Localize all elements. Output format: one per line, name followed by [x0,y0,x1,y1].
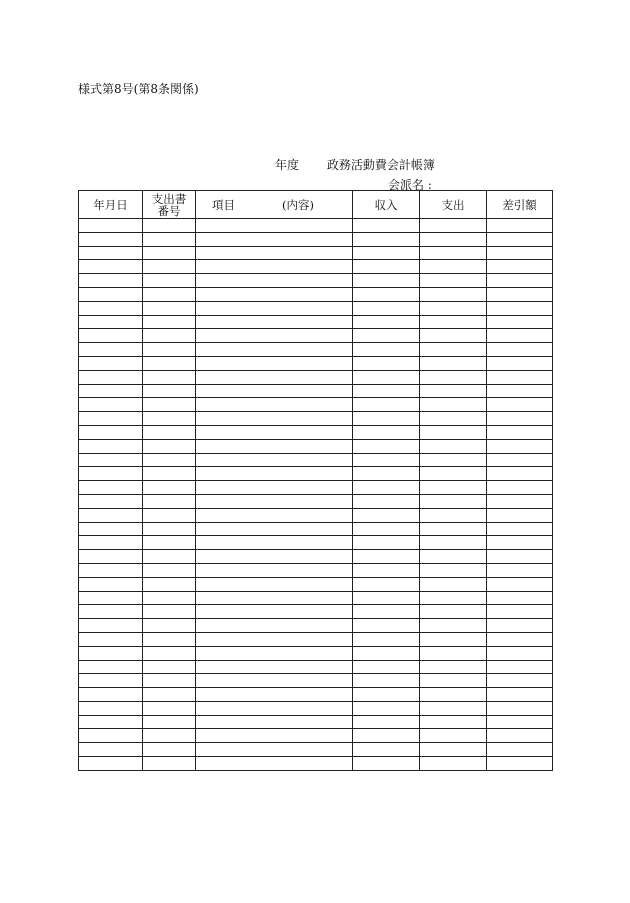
ledger-row [79,356,553,370]
expense-cell [420,729,487,743]
voucher-cell [143,701,196,715]
date-cell [79,301,143,315]
voucher-header-line2: 番号 [157,203,181,218]
date-cell [79,467,143,481]
item-cell [196,577,353,591]
date-cell [79,729,143,743]
item-cell [196,563,353,577]
income-cell [353,550,420,564]
date-cell [79,660,143,674]
ledger-row [79,688,553,702]
column-header-voucher-number [143,191,196,219]
voucher-cell [143,729,196,743]
expense-cell [420,412,487,426]
ledger-row [79,467,553,481]
item-cell [196,412,353,426]
income-cell [353,425,420,439]
expense-cell [420,494,487,508]
expense-cell [420,550,487,564]
expense-cell [420,274,487,288]
income-cell [353,729,420,743]
item-cell [196,729,353,743]
ledger-row [79,632,553,646]
ledger-row [79,674,553,688]
voucher-cell [143,688,196,702]
ledger-row [79,660,553,674]
income-cell [353,301,420,315]
voucher-cell [143,522,196,536]
date-cell [79,757,143,771]
column-header-balance: 差引額 [487,191,553,219]
ledger-row [79,757,553,771]
income-cell [353,660,420,674]
balance-cell [487,646,553,660]
expense-cell [420,646,487,660]
expense-cell [420,632,487,646]
voucher-cell [143,329,196,343]
ledger-row [79,508,553,522]
form-number: 様式第8号(第8条関係) [78,82,199,96]
column-header-income: 収入 [353,191,420,219]
income-cell [353,508,420,522]
item-cell [196,550,353,564]
income-cell [353,632,420,646]
item-cell [196,605,353,619]
balance-cell [487,232,553,246]
voucher-cell [143,577,196,591]
voucher-cell [143,315,196,329]
date-cell [79,384,143,398]
ledger-body [79,219,553,771]
voucher-cell [143,619,196,633]
expense-cell [420,287,487,301]
item-cell [196,274,353,288]
date-cell [79,356,143,370]
balance-cell [487,301,553,315]
ledger-row [79,729,553,743]
ledger-row [79,232,553,246]
expense-cell [420,398,487,412]
ledger-row [79,260,553,274]
income-cell [353,701,420,715]
date-cell [79,743,143,757]
income-cell [353,536,420,550]
income-cell [353,619,420,633]
voucher-cell [143,550,196,564]
ledger-row [79,384,553,398]
item-cell [196,591,353,605]
voucher-cell [143,343,196,357]
balance-cell [487,315,553,329]
income-cell [353,356,420,370]
balance-cell [487,729,553,743]
date-cell [79,481,143,495]
date-cell [79,232,143,246]
voucher-cell [143,439,196,453]
expense-cell [420,384,487,398]
income-cell [353,232,420,246]
item-cell [196,453,353,467]
voucher-cell [143,481,196,495]
voucher-header-line1: 支出書 [151,191,187,206]
ledger-row [79,536,553,550]
expense-cell [420,453,487,467]
expense-cell [420,674,487,688]
date-cell [79,343,143,357]
date-cell [79,287,143,301]
date-cell [79,591,143,605]
expense-cell [420,439,487,453]
item-cell [196,384,353,398]
income-cell [353,398,420,412]
income-cell [353,384,420,398]
voucher-cell [143,563,196,577]
voucher-cell [143,646,196,660]
date-cell [79,701,143,715]
item-cell [196,287,353,301]
expense-cell [420,246,487,260]
balance-cell [487,508,553,522]
date-cell [79,412,143,426]
balance-cell [487,660,553,674]
balance-cell [487,343,553,357]
item-cell [196,398,353,412]
item-cell [196,343,353,357]
income-cell [353,646,420,660]
ledger-table [78,190,553,771]
item-cell [196,619,353,633]
balance-cell [487,412,553,426]
ledger-row [79,577,553,591]
item-cell [196,315,353,329]
income-cell [353,274,420,288]
expense-cell [420,701,487,715]
item-cell [196,425,353,439]
balance-cell [487,481,553,495]
voucher-cell [143,384,196,398]
expense-cell [420,605,487,619]
expense-cell [420,660,487,674]
balance-cell [487,550,553,564]
balance-cell [487,688,553,702]
income-cell [353,246,420,260]
income-cell [353,343,420,357]
item-cell [196,522,353,536]
item-header-label: 項目 [212,197,235,212]
balance-cell [487,219,553,233]
balance-cell [487,494,553,508]
income-cell [353,494,420,508]
balance-cell [487,370,553,384]
item-cell [196,536,353,550]
ledger-row [79,398,553,412]
voucher-cell [143,425,196,439]
income-cell [353,370,420,384]
date-cell [79,274,143,288]
date-cell [79,563,143,577]
ledger-row [79,274,553,288]
expense-cell [420,329,487,343]
date-cell [79,260,143,274]
voucher-cell [143,412,196,426]
voucher-cell [143,757,196,771]
voucher-cell [143,453,196,467]
item-cell [196,301,353,315]
voucher-cell [143,591,196,605]
date-cell [79,425,143,439]
ledger-row [79,453,553,467]
expense-cell [420,260,487,274]
balance-cell [487,701,553,715]
faction-name-label: 会派名 : [388,178,432,192]
income-cell [353,467,420,481]
date-cell [79,508,143,522]
balance-cell [487,260,553,274]
expense-cell [420,591,487,605]
income-cell [353,219,420,233]
date-cell [79,522,143,536]
date-cell [79,536,143,550]
item-cell [196,674,353,688]
income-cell [353,563,420,577]
item-cell [196,329,353,343]
expense-cell [420,688,487,702]
balance-cell [487,591,553,605]
item-cell [196,646,353,660]
item-cell [196,715,353,729]
date-cell [79,453,143,467]
expense-cell [420,370,487,384]
ledger-row [79,481,553,495]
voucher-cell [143,232,196,246]
item-cell [196,757,353,771]
voucher-cell [143,398,196,412]
balance-cell [487,287,553,301]
voucher-cell [143,536,196,550]
income-cell [353,715,420,729]
voucher-cell [143,246,196,260]
expense-cell [420,563,487,577]
date-cell [79,674,143,688]
balance-cell [487,577,553,591]
expense-cell [420,219,487,233]
ledger-row [79,550,553,564]
expense-cell [420,343,487,357]
ledger-header-row [79,191,553,219]
item-cell [196,439,353,453]
date-cell [79,494,143,508]
income-cell [353,315,420,329]
voucher-cell [143,301,196,315]
ledger-row [79,329,553,343]
balance-cell [487,563,553,577]
expense-cell [420,743,487,757]
ledger-row [79,370,553,384]
item-cell [196,508,353,522]
balance-cell [487,274,553,288]
income-cell [353,329,420,343]
expense-cell [420,301,487,315]
expense-cell [420,356,487,370]
item-cell [196,260,353,274]
ledger-row [79,219,553,233]
ledger-row [79,439,553,453]
voucher-cell [143,219,196,233]
item-cell [196,660,353,674]
balance-cell [487,619,553,633]
income-cell [353,287,420,301]
ledger-row [79,412,553,426]
date-cell [79,370,143,384]
expense-cell [420,619,487,633]
date-cell [79,550,143,564]
date-cell [79,246,143,260]
column-header-expense: 支出 [420,191,487,219]
voucher-cell [143,287,196,301]
fiscal-year-label: 年度 [275,158,300,172]
balance-cell [487,467,553,481]
expense-cell [420,425,487,439]
expense-cell [420,522,487,536]
document-title [275,156,435,173]
expense-cell [420,467,487,481]
balance-cell [487,632,553,646]
item-cell [196,467,353,481]
income-cell [353,260,420,274]
balance-cell [487,674,553,688]
balance-cell [487,757,553,771]
date-cell [79,632,143,646]
voucher-cell [143,356,196,370]
voucher-cell [143,370,196,384]
item-cell [196,481,353,495]
voucher-cell [143,660,196,674]
income-cell [353,674,420,688]
balance-cell [487,715,553,729]
item-cell [196,701,353,715]
income-cell [353,743,420,757]
item-cell [196,232,353,246]
date-cell [79,619,143,633]
column-header-date: 年月日 [79,191,143,219]
income-cell [353,591,420,605]
item-cell [196,219,353,233]
date-cell [79,577,143,591]
date-cell [79,329,143,343]
balance-cell [487,536,553,550]
balance-cell [487,425,553,439]
voucher-cell [143,260,196,274]
item-cell [196,494,353,508]
ledger-row [79,301,553,315]
ledger-row [79,522,553,536]
income-cell [353,688,420,702]
ledger-row [79,563,553,577]
expense-cell [420,315,487,329]
expense-cell [420,508,487,522]
voucher-cell [143,605,196,619]
voucher-cell [143,467,196,481]
ledger-row [79,246,553,260]
item-cell [196,356,353,370]
date-cell [79,715,143,729]
expense-cell [420,757,487,771]
balance-cell [487,398,553,412]
voucher-cell [143,743,196,757]
date-cell [79,688,143,702]
balance-cell [487,356,553,370]
expense-cell [420,232,487,246]
item-cell [196,370,353,384]
content-header-label: (内容) [282,197,314,212]
balance-cell [487,522,553,536]
ledger-row [79,591,553,605]
balance-cell [487,329,553,343]
ledger-row [79,605,553,619]
income-cell [353,522,420,536]
balance-cell [487,384,553,398]
ledger-row [79,425,553,439]
income-cell [353,757,420,771]
ledger-row [79,701,553,715]
ledger-row [79,343,553,357]
item-cell [196,688,353,702]
income-cell [353,605,420,619]
column-header-item [196,191,353,219]
voucher-cell [143,274,196,288]
date-cell [79,646,143,660]
date-cell [79,398,143,412]
balance-cell [487,453,553,467]
expense-cell [420,536,487,550]
ledger-row [79,619,553,633]
balance-cell [487,605,553,619]
voucher-cell [143,508,196,522]
ledger-row [79,646,553,660]
income-cell [353,453,420,467]
item-cell [196,246,353,260]
ledger-title: 政務活動費会計帳簿 [326,158,435,172]
date-cell [79,605,143,619]
income-cell [353,439,420,453]
income-cell [353,577,420,591]
voucher-cell [143,674,196,688]
balance-cell [487,246,553,260]
income-cell [353,481,420,495]
voucher-cell [143,632,196,646]
balance-cell [487,439,553,453]
voucher-cell [143,494,196,508]
ledger-row [79,287,553,301]
ledger-row [79,315,553,329]
date-cell [79,315,143,329]
expense-cell [420,577,487,591]
item-cell [196,743,353,757]
ledger-row [79,743,553,757]
expense-cell [420,481,487,495]
item-cell [196,632,353,646]
income-cell [353,412,420,426]
ledger-row [79,494,553,508]
ledger-row [79,715,553,729]
expense-cell [420,715,487,729]
date-cell [79,439,143,453]
balance-cell [487,743,553,757]
date-cell [79,219,143,233]
voucher-cell [143,715,196,729]
